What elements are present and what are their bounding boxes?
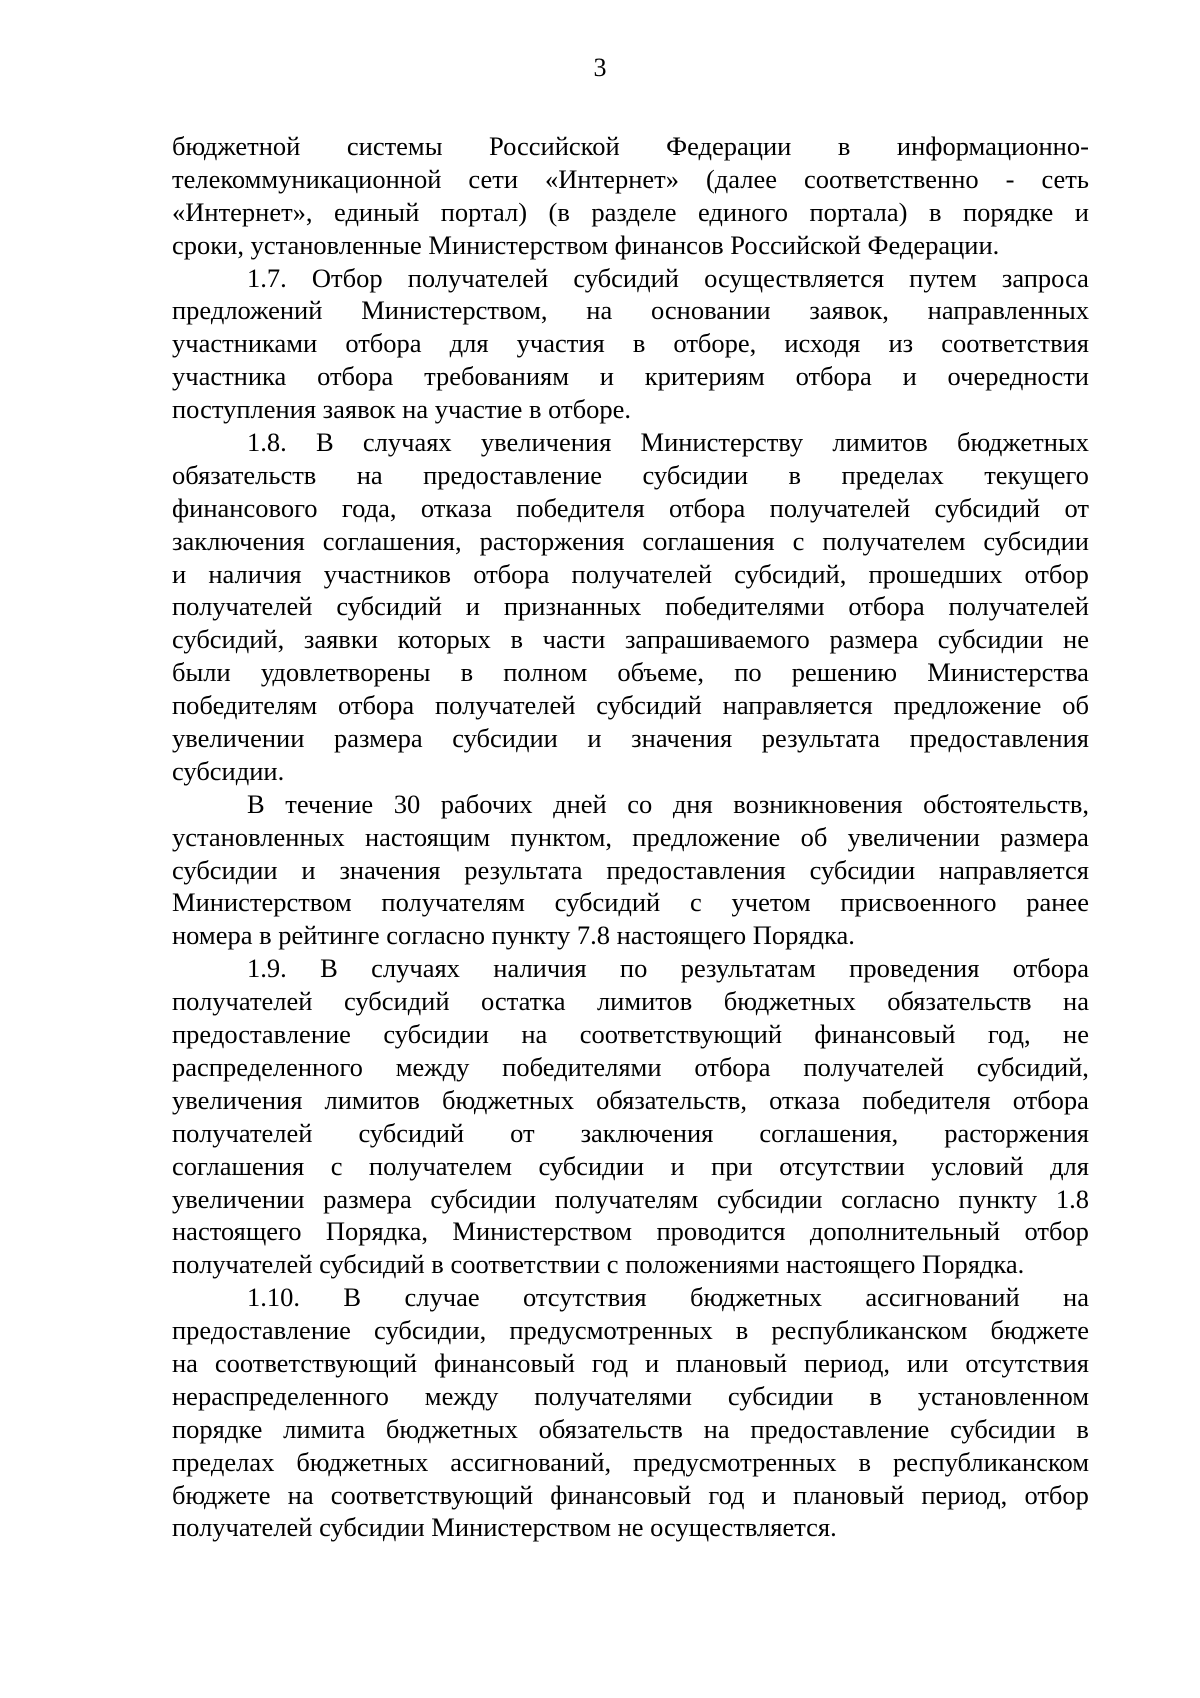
text-line: обязательств на предоставление субсидии в пределах текущего [172, 459, 1089, 490]
text-line: нераспределенного между получателями субсидии в установленном [172, 1380, 1089, 1411]
text-line: получателей субсидии Министерством не осуществляется. [172, 1512, 837, 1543]
text-line: соглашения с получателем субсидии и при отсутствии условий для [172, 1150, 1089, 1181]
text-line: предложений Министерством, на основании заявок, направленных [172, 295, 1089, 326]
text-line: были удовлетворены в полном объеме, по решению Министерства [172, 657, 1089, 688]
text-line: увеличении размера субсидии и значения результата предоставления [172, 723, 1089, 754]
text-line: пределах бюджетных ассигнований, предусмотренных в республиканском [172, 1446, 1089, 1477]
text-line: установленных настоящим пунктом, предложение об увеличении размера [172, 821, 1089, 852]
text-line: финансового года, отказа победителя отбора получателей субсидий от [172, 492, 1089, 523]
text-line: участника отбора требованиям и критериям отбора и очередности [172, 361, 1089, 392]
text-line: предоставление субсидии, предусмотренных в республиканском бюджете [172, 1315, 1089, 1346]
text-line: 1.7. Отбор получателей субсидий осуществляется путем запроса [247, 262, 1089, 293]
text-line: бюджетной системы Российской Федерации в информационно- [172, 131, 1089, 161]
text-line: увеличения лимитов бюджетных обязательств, отказа победителя отбора [172, 1084, 1089, 1115]
text-line: Министерством получателям субсидий с учетом присвоенного ранее [172, 887, 1089, 918]
text-line: бюджете на соответствующий финансовый год и плановый период, отбор [172, 1479, 1089, 1510]
text-line: получателей субсидий в соответствии с положениями настоящего Порядка. [172, 1249, 1025, 1280]
text-line: субсидий, заявки которых в части запрашиваемого размера субсидии не [172, 624, 1089, 655]
text-line: сроки, установленные Министерством финансов Российской Федерации. [172, 229, 1000, 260]
text-line: заключения соглашения, расторжения соглашения с получателем субсидии [172, 525, 1089, 556]
text-line: В течение 30 рабочих дней со дня возникновения обстоятельств, [247, 788, 1089, 819]
page-number: 3 [593, 53, 607, 82]
text-line: предоставление субсидии на соответствующий финансовый год, не [172, 1019, 1089, 1050]
text-line: телекоммуникационной сети «Интернет» (далее соответственно - сеть [172, 163, 1089, 194]
text-line: участниками отбора для участия в отборе, исходя из соответствия [172, 328, 1089, 359]
text-line: порядке лимита бюджетных обязательств на предоставление субсидии в [172, 1413, 1089, 1444]
text-line: 1.10. В случае отсутствия бюджетных ассигнований на [247, 1282, 1089, 1313]
text-line: 1.8. В случаях увеличения Министерству лимитов бюджетных [247, 427, 1089, 458]
document-body [172, 130, 1089, 1544]
text-line: и наличия участников отбора получателей субсидий, прошедших отбор [172, 558, 1089, 589]
text-line: победителям отбора получателей субсидий направляется предложение об [172, 690, 1089, 721]
text-line: получателей субсидий остатка лимитов бюджетных обязательств на [172, 986, 1089, 1017]
text-line: получателей субсидий и признанных победителями отбора получателей [172, 591, 1089, 622]
text-line: субсидии и значения результата предоставления субсидии направляется [172, 854, 1089, 885]
text-line: субсидии. [172, 755, 285, 786]
text-line: настоящего Порядка, Министерством проводится дополнительный отбор [172, 1216, 1089, 1247]
text-line: номера в рейтинге согласно пункту 7.8 настоящего Порядка. [172, 920, 855, 951]
text-line: 1.9. В случаях наличия по результатам проведения отбора [247, 953, 1089, 984]
text-line: распределенного между победителями отбора получателей субсидий, [172, 1051, 1089, 1082]
text-line: получателей субсидий от заключения соглашения, расторжения [172, 1117, 1089, 1148]
text-line: на соответствующий финансовый год и плановый период, или отсутствия [172, 1347, 1089, 1378]
text-line: увеличении размера субсидии получателям субсидии согласно пункту 1.8 [172, 1183, 1089, 1214]
text-line: поступления заявок на участие в отборе. [172, 394, 631, 425]
text-line: «Интернет», единый портал) (в разделе единого портала) в порядке и [172, 196, 1089, 227]
